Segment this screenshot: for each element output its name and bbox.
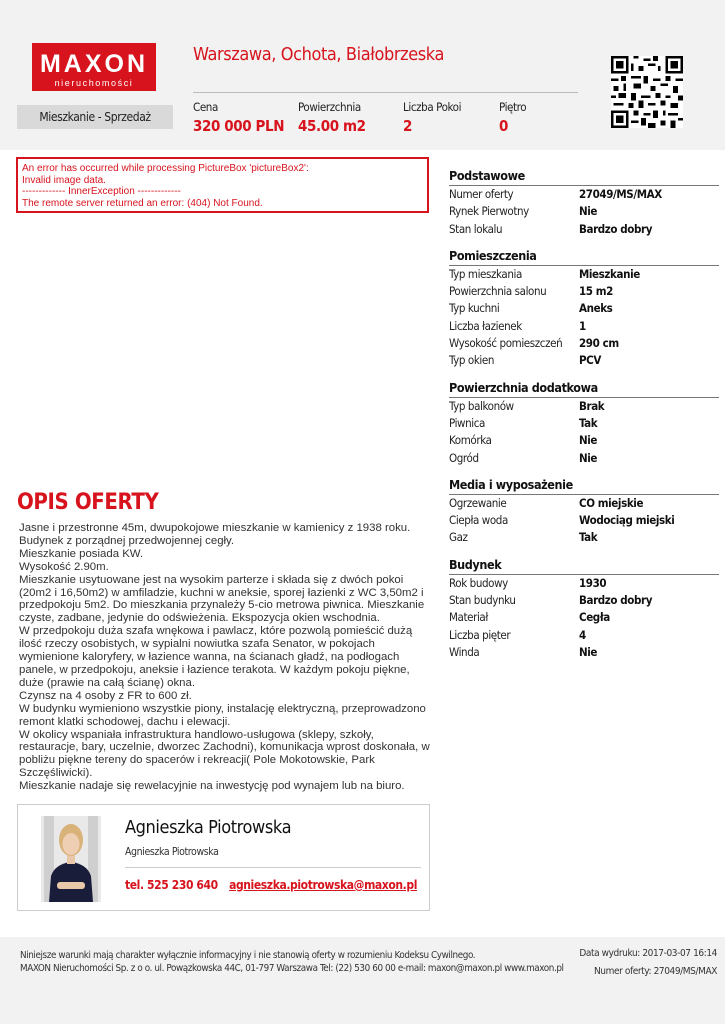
offer-type-badge: Mieszkanie - Sprzedaż bbox=[17, 105, 173, 129]
detail-value: Nie bbox=[579, 204, 598, 219]
detail-row bbox=[449, 415, 719, 432]
description-paragraph: Mieszkanie posiada KW. bbox=[19, 547, 144, 560]
detail-row bbox=[449, 221, 719, 238]
stat-label: Powierzchnia bbox=[298, 100, 361, 114]
section-building bbox=[449, 557, 719, 661]
detail-row bbox=[449, 266, 719, 283]
description-paragraph: Jasne i przestronne 45m, dwupokojowe mieszkanie w kamienicy z 1938 roku. Budynek z porządnej przedwojennej cegły. bbox=[19, 522, 411, 547]
section-extra-area bbox=[449, 380, 719, 467]
image-error-box bbox=[16, 157, 429, 213]
error-line: Invalid image data. bbox=[22, 174, 106, 186]
stat-price bbox=[193, 100, 284, 135]
footer-offer-number: Numer oferty: 27049/MS/MAX bbox=[593, 966, 717, 977]
section-title: Budynek bbox=[449, 557, 719, 575]
detail-value: 4 bbox=[579, 627, 586, 642]
location-title: Warszawa, Ochota, Białobrzeska bbox=[193, 44, 444, 65]
detail-key: Gaz bbox=[449, 530, 468, 545]
agent-email-link[interactable]: agnieszka.piotrowska@maxon.pl bbox=[229, 878, 417, 892]
detail-row bbox=[449, 529, 719, 546]
detail-value: Aneks bbox=[579, 301, 613, 316]
detail-row bbox=[449, 352, 719, 369]
description-paragraph: W okolicy wspaniała infrastruktura handlowo-usługowa (sklepy, szkoły, restauracje, bary, uczelnie, dworzec Zachodni), komunikacja wprost doskonała, w pobliżu piękne tereny do spacerów i rekreacji( Pole Mokotowskie, Park Szczęśliwicki). bbox=[19, 728, 430, 780]
detail-key: Rynek Pierwotny bbox=[449, 204, 529, 219]
detail-row bbox=[449, 432, 719, 449]
stat-label: Cena bbox=[193, 100, 218, 114]
detail-key: Stan lokalu bbox=[449, 221, 503, 236]
detail-key: Wysokość pomieszczeń bbox=[449, 336, 563, 351]
detail-key: Stan budynku bbox=[449, 593, 516, 608]
footer-company-info: MAXON Nieruchomości Sp. z o o. ul. Powązkowska 44C, 01-797 Warszawa Tel: (22) 530 60 00 e-mail: maxon@maxon.pl www.maxon.pl bbox=[20, 963, 564, 974]
header-divider bbox=[193, 92, 578, 93]
detail-value: Bardzo dobry bbox=[579, 593, 653, 608]
stat-label: Piętro bbox=[499, 100, 527, 114]
detail-value: 1 bbox=[579, 318, 586, 333]
detail-value: 15 m2 bbox=[579, 284, 613, 299]
logo-main-text: MAXON bbox=[39, 50, 149, 78]
logo-sub-text: nieruchomości bbox=[54, 78, 134, 88]
detail-value: CO miejskie bbox=[579, 495, 644, 510]
detail-row bbox=[449, 644, 719, 661]
detail-row bbox=[449, 575, 719, 592]
section-title: Powierzchnia dodatkowa bbox=[449, 380, 719, 398]
detail-value: Tak bbox=[579, 530, 598, 545]
detail-value: 27049/MS/MAX bbox=[579, 187, 662, 201]
footer-disclaimer: Niniejsze warunki mają charakter wyłącznie informacyjny i nie stanowią oferty w rozumieniu Kodeksu Cywilnego. bbox=[20, 950, 476, 961]
detail-key: Liczba pięter bbox=[449, 627, 511, 642]
detail-row bbox=[449, 398, 719, 415]
description-paragraph: Wysokość 2.90m. bbox=[19, 560, 109, 573]
footer bbox=[0, 937, 725, 1024]
error-line: An error has occurred while processing PictureBox 'pictureBox2': bbox=[22, 163, 309, 174]
detail-key: Ciepła woda bbox=[449, 513, 508, 528]
detail-row bbox=[449, 627, 719, 644]
section-rooms bbox=[449, 248, 719, 370]
section-media bbox=[449, 477, 719, 547]
detail-key: Liczba łazienek bbox=[449, 318, 522, 333]
stat-value: 320 000 PLN bbox=[193, 117, 285, 135]
detail-value: 1930 bbox=[579, 575, 607, 590]
footer-print-date: Data wydruku: 2017-03-07 16:14 bbox=[579, 948, 717, 959]
detail-row bbox=[449, 450, 719, 467]
error-line: The remote server returned an error: (404) Not Found. bbox=[22, 197, 263, 209]
detail-value: Nie bbox=[579, 450, 598, 465]
detail-key: Materiał bbox=[449, 610, 488, 625]
agent-divider bbox=[125, 867, 421, 868]
stat-value: 2 bbox=[403, 117, 412, 135]
header-band bbox=[0, 0, 725, 150]
detail-key: Komórka bbox=[449, 433, 492, 448]
detail-row bbox=[449, 592, 719, 609]
maxon-logo[interactable] bbox=[32, 43, 156, 91]
detail-key: Typ balkonów bbox=[449, 398, 514, 413]
stat-floor bbox=[499, 100, 526, 135]
detail-key: Piwnica bbox=[449, 415, 485, 430]
detail-value: Mieszkanie bbox=[579, 266, 640, 281]
detail-value: Wodociąg miejski bbox=[579, 513, 675, 528]
description-paragraph: W budynku wymieniono wszystkie piony, instalację elektryczną, przeprowadzono remont klatki schodowej, dachu i elewacji. bbox=[19, 702, 426, 728]
detail-row bbox=[449, 203, 719, 220]
detail-row bbox=[449, 283, 719, 300]
section-title: Media i wyposażenie bbox=[449, 477, 719, 495]
section-title: Podstawowe bbox=[449, 168, 719, 186]
detail-value: Brak bbox=[579, 398, 605, 413]
detail-key: Numer oferty bbox=[449, 187, 514, 201]
detail-value: PCV bbox=[579, 353, 601, 368]
detail-row bbox=[449, 318, 719, 335]
description-title: OPIS OFERTY bbox=[17, 490, 159, 515]
detail-key: Ogród bbox=[449, 450, 479, 465]
detail-value: Nie bbox=[579, 433, 598, 448]
detail-value: Tak bbox=[579, 415, 598, 430]
detail-key: Ogrzewanie bbox=[449, 495, 507, 510]
details-panel bbox=[449, 168, 719, 661]
detail-key: Typ kuchni bbox=[449, 301, 500, 316]
qr-code-icon[interactable] bbox=[611, 56, 683, 128]
stat-value: 0 bbox=[499, 117, 508, 135]
stat-area bbox=[298, 100, 366, 135]
stat-label: Liczba Pokoi bbox=[403, 100, 462, 114]
detail-key: Typ mieszkania bbox=[449, 266, 522, 281]
agent-name: Agnieszka Piotrowska bbox=[125, 817, 292, 838]
error-line: ------------- InnerException ------------- bbox=[22, 186, 181, 197]
description-paragraph: Mieszkanie nadaje się rewelacyjnie na inwestycję pod wynajem lub na biuro. bbox=[19, 780, 405, 793]
agent-phone-link[interactable]: tel. 525 230 640 bbox=[125, 878, 218, 892]
detail-value: Cegła bbox=[579, 610, 610, 625]
description-paragraph: Czynsz na 4 osoby z FR to 600 zł. bbox=[19, 689, 192, 702]
detail-row bbox=[449, 186, 719, 203]
detail-value: Bardzo dobry bbox=[579, 221, 653, 236]
section-basic bbox=[449, 168, 719, 238]
detail-key: Winda bbox=[449, 644, 480, 659]
section-title: Pomieszczenia bbox=[449, 248, 719, 266]
agent-photo bbox=[41, 816, 101, 902]
detail-row bbox=[449, 512, 719, 529]
stat-value: 45.00 m2 bbox=[298, 117, 366, 135]
detail-value: 290 cm bbox=[579, 336, 619, 351]
description-paragraph: W przedpokoju duża szafa wnękowa i pawlacz, które pozwolą pomieścić dużą ilość rzeczy osobistych, w sypialni nowiutka szafa Senator, w pokojach wymienione kaloryfery, w łazience wanna, na ścianach gładź, na podłogach panele, w przedpokoju, aneksie i łazience terakota. W każdym pokoju piękne, duże (prawie na całą ścianę) okna. bbox=[19, 625, 413, 689]
detail-row bbox=[449, 495, 719, 512]
agent-card bbox=[17, 804, 430, 911]
detail-key: Typ okien bbox=[449, 353, 495, 368]
stat-rooms bbox=[403, 100, 461, 135]
description-text bbox=[19, 522, 431, 793]
agent-subtitle: Agnieszka Piotrowska bbox=[125, 846, 219, 858]
detail-key: Rok budowy bbox=[449, 575, 508, 590]
detail-value: Nie bbox=[579, 644, 598, 659]
description-paragraph: Mieszkanie usytuowane jest na wysokim parterze i składa się z dwóch pokoi (20m2 i 16,50m2) w amfiladzie, kuchni w aneksie, sporej łazienki z WC 3,50m2 i przedpokoju 5m2. Do mieszkania przynależy 5-cio metrowa piwnica. Mieszkanie czyste, zadbane, jedynie do odświeżenia. Ekspozycja okien wschodnia. bbox=[19, 573, 425, 625]
detail-key: Powierzchnia salonu bbox=[449, 284, 547, 299]
detail-row bbox=[449, 335, 719, 352]
detail-row bbox=[449, 300, 719, 317]
detail-row bbox=[449, 609, 719, 626]
